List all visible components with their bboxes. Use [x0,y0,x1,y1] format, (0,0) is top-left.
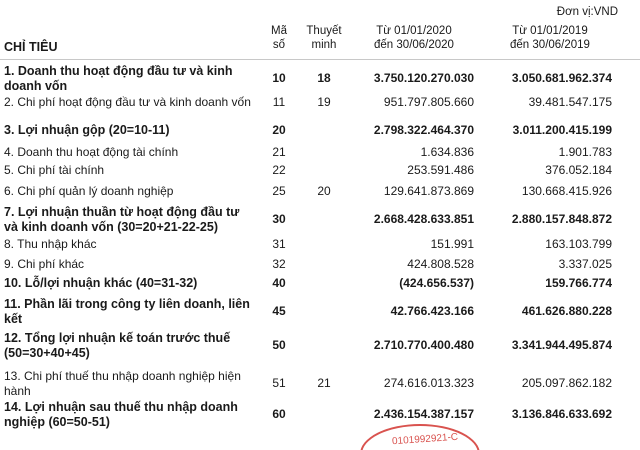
row-code: 21 [272,145,286,159]
row-value-2019: 3.050.681.962.374 [511,71,612,85]
row-value-2019: 159.766.774 [545,276,612,290]
row-label: 10. Lỗ/lợi nhuận khác (40=31-32) [4,276,198,290]
row-code: 32 [272,257,286,271]
unit-label: Đơn vị:VND [556,6,618,18]
header-divider [0,59,640,60]
row-value-2019: 376.052.184 [545,163,612,177]
row-value-2020: 951.797.805.660 [383,95,474,109]
row-value-2019: 3.337.025 [558,257,612,271]
row-value-2020: 129.641.873.869 [383,184,474,198]
row-note: 21 [317,376,331,390]
row-code: 60 [272,407,286,421]
row-value-2020: 2.436.154.387.157 [373,407,474,421]
row-value-2020: 151.991 [430,237,474,251]
row-value-2020: 1.634.836 [420,145,474,159]
row-value-2020: 2.798.322.464.370 [373,123,474,137]
row-label: 13. Chi phí thuế thu nhập doanh nghiệp hiện hành [4,369,241,398]
row-value-2019: 130.668.415.926 [521,184,612,198]
row-label: 11. Phần lãi trong công ty liên doanh, liên kết [4,297,250,326]
row-code: 10 [272,71,286,85]
row-code: 30 [272,212,286,226]
row-value-2020: 2.668.428.633.851 [373,212,474,226]
row-label: 14. Lợi nhuận sau thuế thu nhập doanh nghiệp (60=50-51) [4,400,238,429]
row-value-2019: 2.880.157.848.872 [511,212,612,226]
row-label: 12. Tổng lợi nhuận kế toán trước thuế (50=30+40+45) [4,331,231,360]
row-value-2020: (424.656.537) [399,276,474,290]
row-note: 19 [317,95,331,109]
row-note: 20 [317,184,331,198]
header-thuyet-minh: Thuyết minh [306,25,342,51]
row-label: 8. Thu nhập khác [4,237,97,251]
row-label: 9. Chi phí khác [4,257,85,271]
row-code: 11 [272,95,286,109]
row-value-2019: 3.341.944.495.874 [511,338,612,352]
row-value-2020: 253.591.486 [407,163,474,177]
row-code: 31 [272,237,286,251]
row-code: 25 [272,184,286,198]
row-label: 7. Lợi nhuận thuần từ hoạt động đầu tư và kinh doanh vốn (30=20+21-22-25) [4,205,240,234]
row-value-2019: 205.097.862.182 [521,376,612,390]
row-value-2019: 163.103.799 [545,237,612,251]
header-period-2020: Từ 01/01/2020 đến 30/06/2020 [374,25,454,51]
row-label: 6. Chi phí quản lý doanh nghiệp [4,184,174,198]
row-value-2019: 39.481.547.175 [528,95,612,109]
row-value-2020: 3.750.120.270.030 [373,71,474,85]
row-label: 3. Lợi nhuận gộp (20=10-11) [4,123,170,137]
row-code: 40 [272,276,286,290]
row-value-2020: 424.808.528 [407,257,474,271]
header-period-2019: Từ 01/01/2019 đến 30/06/2019 [510,25,590,51]
row-code: 20 [272,123,286,137]
row-code: 51 [272,376,286,390]
row-value-2019: 3.011.200.415.199 [512,123,612,137]
row-code: 45 [272,304,286,318]
row-label: 1. Doanh thu hoạt động đầu tư và kinh doanh vốn [4,64,233,93]
row-code: 50 [272,338,286,352]
row-value-2020: 2.710.770.400.480 [373,338,474,352]
row-note: 18 [317,71,331,85]
header-chi-tieu: CHỈ TIÊU [4,40,58,54]
row-value-2020: 274.616.013.323 [383,376,474,390]
header-ma-so: Mã số [271,25,287,51]
row-label: 4. Doanh thu hoạt động tài chính [4,145,179,159]
row-value-2019: 3.136.846.633.692 [511,407,612,421]
row-label: 2. Chi phí hoạt động đầu tư và kinh doanh vốn [4,95,251,109]
row-value-2020: 42.766.423.166 [390,304,474,318]
row-value-2019: 461.626.880.228 [521,304,612,318]
seal-text: 0101992921-C [391,431,459,448]
row-label: 5. Chi phí tài chính [4,163,105,177]
row-value-2019: 1.901.783 [558,145,612,159]
row-code: 22 [272,163,286,177]
